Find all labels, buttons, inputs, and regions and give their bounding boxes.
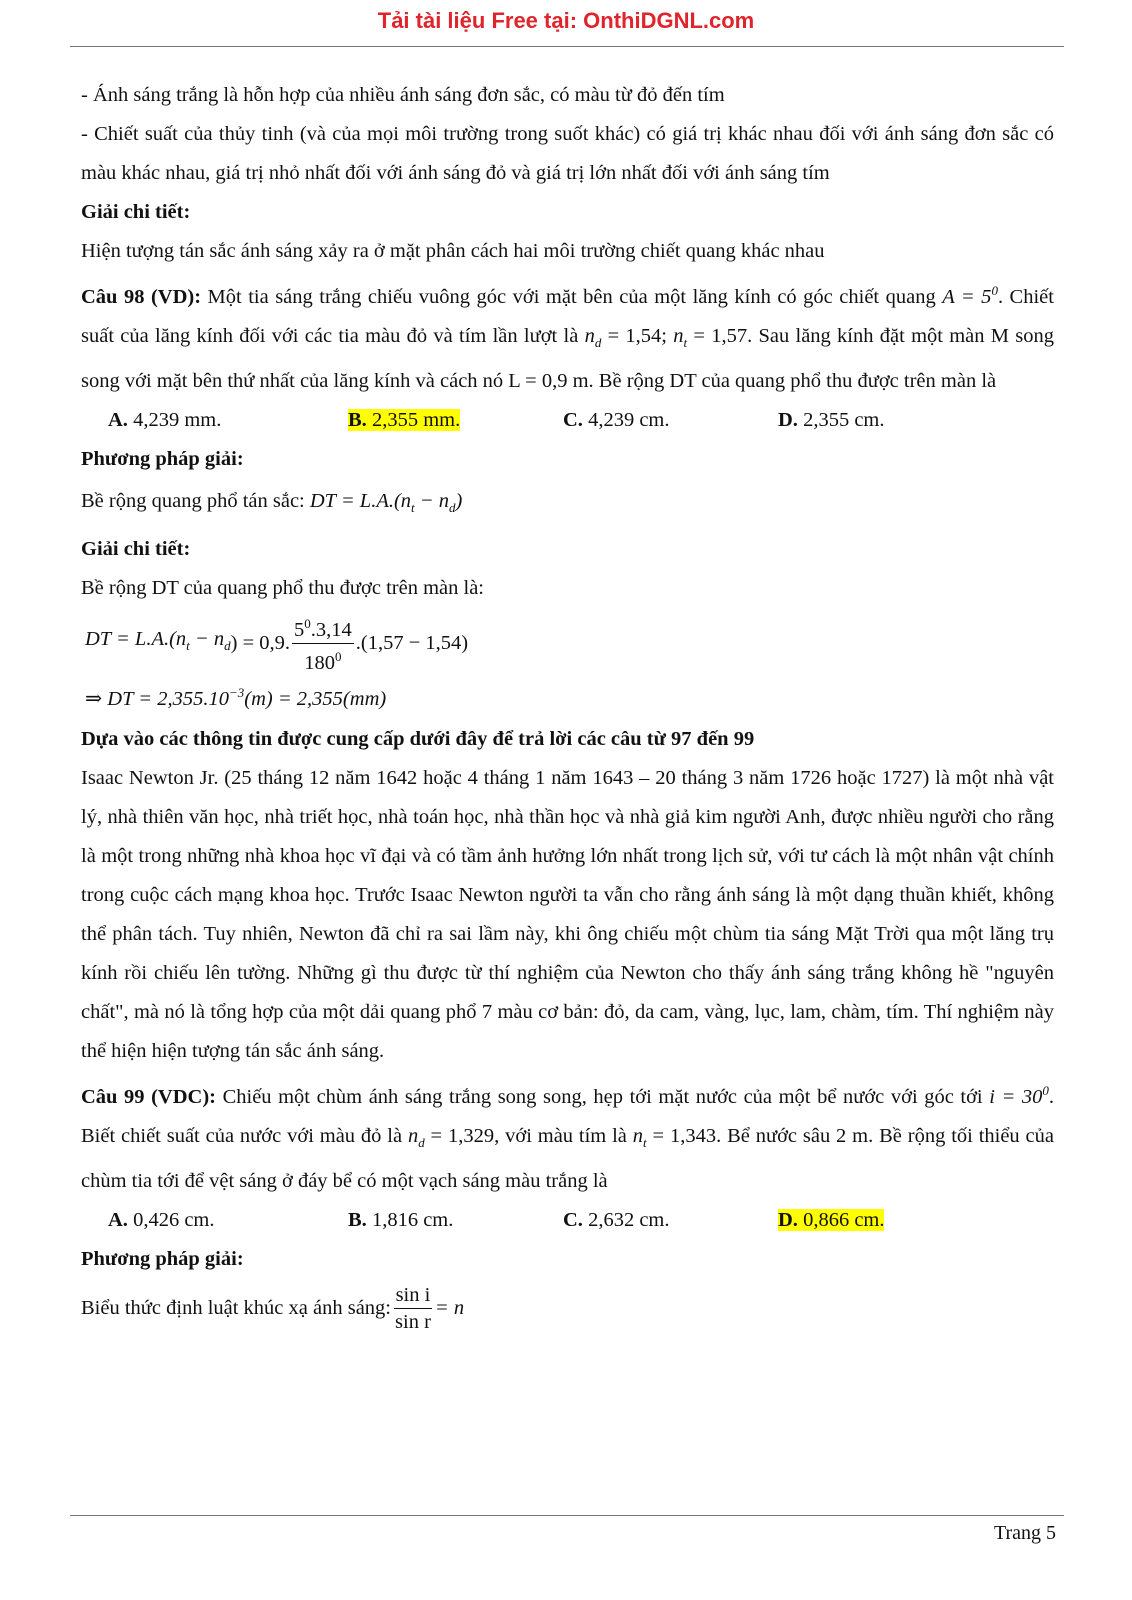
header-divider [70, 46, 1064, 47]
q99-option-d[interactable]: D. 0,866 cm. [778, 1208, 885, 1231]
q99-method-heading: Phương pháp giải: [81, 1247, 244, 1270]
question-98-label: Câu 98 (VD): [81, 285, 202, 308]
q98-option-d[interactable]: D. 2,355 cm. [778, 408, 885, 431]
q98-fraction: $\frac{5^0.3,14}{180^0}$ [292, 611, 354, 676]
water-index-red: $n_d$ [407, 1124, 425, 1150]
page-number: Trang 5 [993, 1522, 1056, 1544]
passage-text: Isaac Newton Jr. (25 tháng 12 năm 1642 hoặc 4 tháng 1 năm 1643 – 20 tháng 3 năm 1726 hoặc 1727) là một nhà vật lý, nhà thiên văn học, nhà triết học, nhà toán học, nhà thần học và nhà giả kim người Anh, được nhiều người cho rằng là một trong những nhà khoa học vĩ đại và có tầm ảnh hưởng lớn nhất trong lịch sử, với tư cách là một nhân vật chính trong cuộc cách mạng khoa học. Trước Isaac Newton người ta vẫn cho rằng ánh sáng là một dạng thuần khiết, không thể phân tách. Tuy nhiên, Newton đã chỉ ra sai lầm này, khi ông chiếu một chùm tia sáng Mặt Trời qua một lăng trụ kính rồi chiếu lên tường. Những gì thu được từ thí nghiệm của Newton cho thấy ánh sáng trắng không hề "nguyên chất", mà nó là tổng hợp của một dải quang phổ 7 màu cơ bản: đỏ, da cam, vàng, lục, lam, chàm, tím. Thí nghiệm này thể hiện hiện tượng tán sắc ánh sáng. [81, 767, 1054, 1063]
q98-method-heading: Phương pháp giải: [81, 447, 244, 470]
prism-angle: $A = 5^0$ [942, 283, 998, 308]
q98-solution-heading: Giải chi tiết: [81, 538, 191, 561]
q98-option-a[interactable]: A. 4,239 mm. [108, 408, 222, 431]
question-99: Câu 99 (VDC): Chiếu một chùm ánh sáng trắng song song, hẹp tới mặt nước của một bể nước với góc tới $i = 30^0$. Biết chiết suất của nước với màu đỏ là $n_d = 1,329$, với màu tím là $n_t = 1,343$. Bể nước sâu 2 m. Bề rộng tối thiểu của chùm tia tới để vệt sáng ở đáy bể có một vạch sáng màu trắng là [81, 1083, 1055, 1192]
page-header-title[interactable]: Tải tài liệu Free tại: OnthiDGNL.com [377, 8, 755, 33]
q98-option-c[interactable]: C. 4,239 cm. [563, 408, 670, 431]
passage-heading: Dựa vào các thông tin được cung cấp dưới đây để trả lời các câu từ 97 đến 99 [81, 728, 755, 751]
q98-option-b[interactable]: B. 2,355 mm. [348, 408, 461, 431]
q99-option-a[interactable]: A. 0,426 cm. [108, 1208, 215, 1231]
water-index-violet: $n_t$ [632, 1124, 647, 1150]
index-red: $n_d$ [584, 324, 602, 350]
q98-result: ⇒ DT = $2,355.10^{-3}(m) = 2,355(mm)$ [85, 685, 387, 710]
question-98: Câu 98 (VD): Một tia sáng trắng chiếu vuông góc với mặt bên của một lăng kính có góc chiết quang $A = 5^0$. Chiết suất của lăng kính đối với các tia màu đỏ và tím lần lượt là $n_d = 1,54$; $n_t = 1,57$. Sau lăng kính đặt một màn M song song với mặt bên thứ nhất của lăng kính và cách nó L = 0,9 m. Bề rộng DT của quang phổ thu được trên màn là [81, 283, 1054, 392]
intro-line-1: - Ánh sáng trắng là hỗn hợp của nhiều ánh sáng đơn sắc, có màu từ đỏ đến tím [81, 84, 725, 106]
q98-solution-text: Bề rộng DT của quang phổ thu được trên màn là: [81, 577, 485, 600]
question-98-options [81, 401, 1054, 440]
intro-line-2: - Chiết suất của thủy tinh (và của mọi môi trường trong suốt khác) có giá trị khác nhau đối với ánh sáng đơn sắc có màu khác nhau, giá trị nhỏ nhất đối với ánh sáng đỏ và giá trị lớn nhất đối với ánh sáng tím [81, 123, 1054, 184]
document-body [81, 76, 1054, 1339]
q98-method: Bề rộng quang phổ tán sắc: DT = $L.A.(n_t - n_d)$ [81, 489, 463, 516]
q99-method: Biểu thức định luật khúc xạ ánh sáng: $\frac{\text{sin i}}{\text{sin r}}$ = n [81, 1284, 465, 1334]
q98-calculation: DT = $L.A.(n_t - n_d$ ) = 0,9. $\frac{5^0.3,14}{180^0}$ .(1,57 − 1,54) [85, 612, 1054, 674]
solution-97-text: Hiện tượng tán sắc ánh sáng xảy ra ở mặt phân cách hai môi trường chiết quang khác nhau [81, 240, 825, 262]
question-99-options [81, 1201, 1054, 1240]
question-99-label: Câu 99 (VDC): [81, 1085, 216, 1108]
index-violet: $n_t$ [673, 324, 688, 350]
snell-fraction: $\frac{\text{sin i}}{\text{sin r}}$ [395, 1284, 431, 1334]
q99-option-c[interactable]: C. 2,632 cm. [563, 1208, 670, 1231]
footer-divider [70, 1515, 1064, 1516]
dispersion-formula: DT = $L.A.(n_t - n_d)$ [309, 489, 463, 516]
incidence-angle: $i = 30^0$ [989, 1083, 1049, 1108]
solution-97-heading: Giải chi tiết: [81, 201, 191, 223]
q99-option-b[interactable]: B. 1,816 cm. [348, 1208, 454, 1231]
